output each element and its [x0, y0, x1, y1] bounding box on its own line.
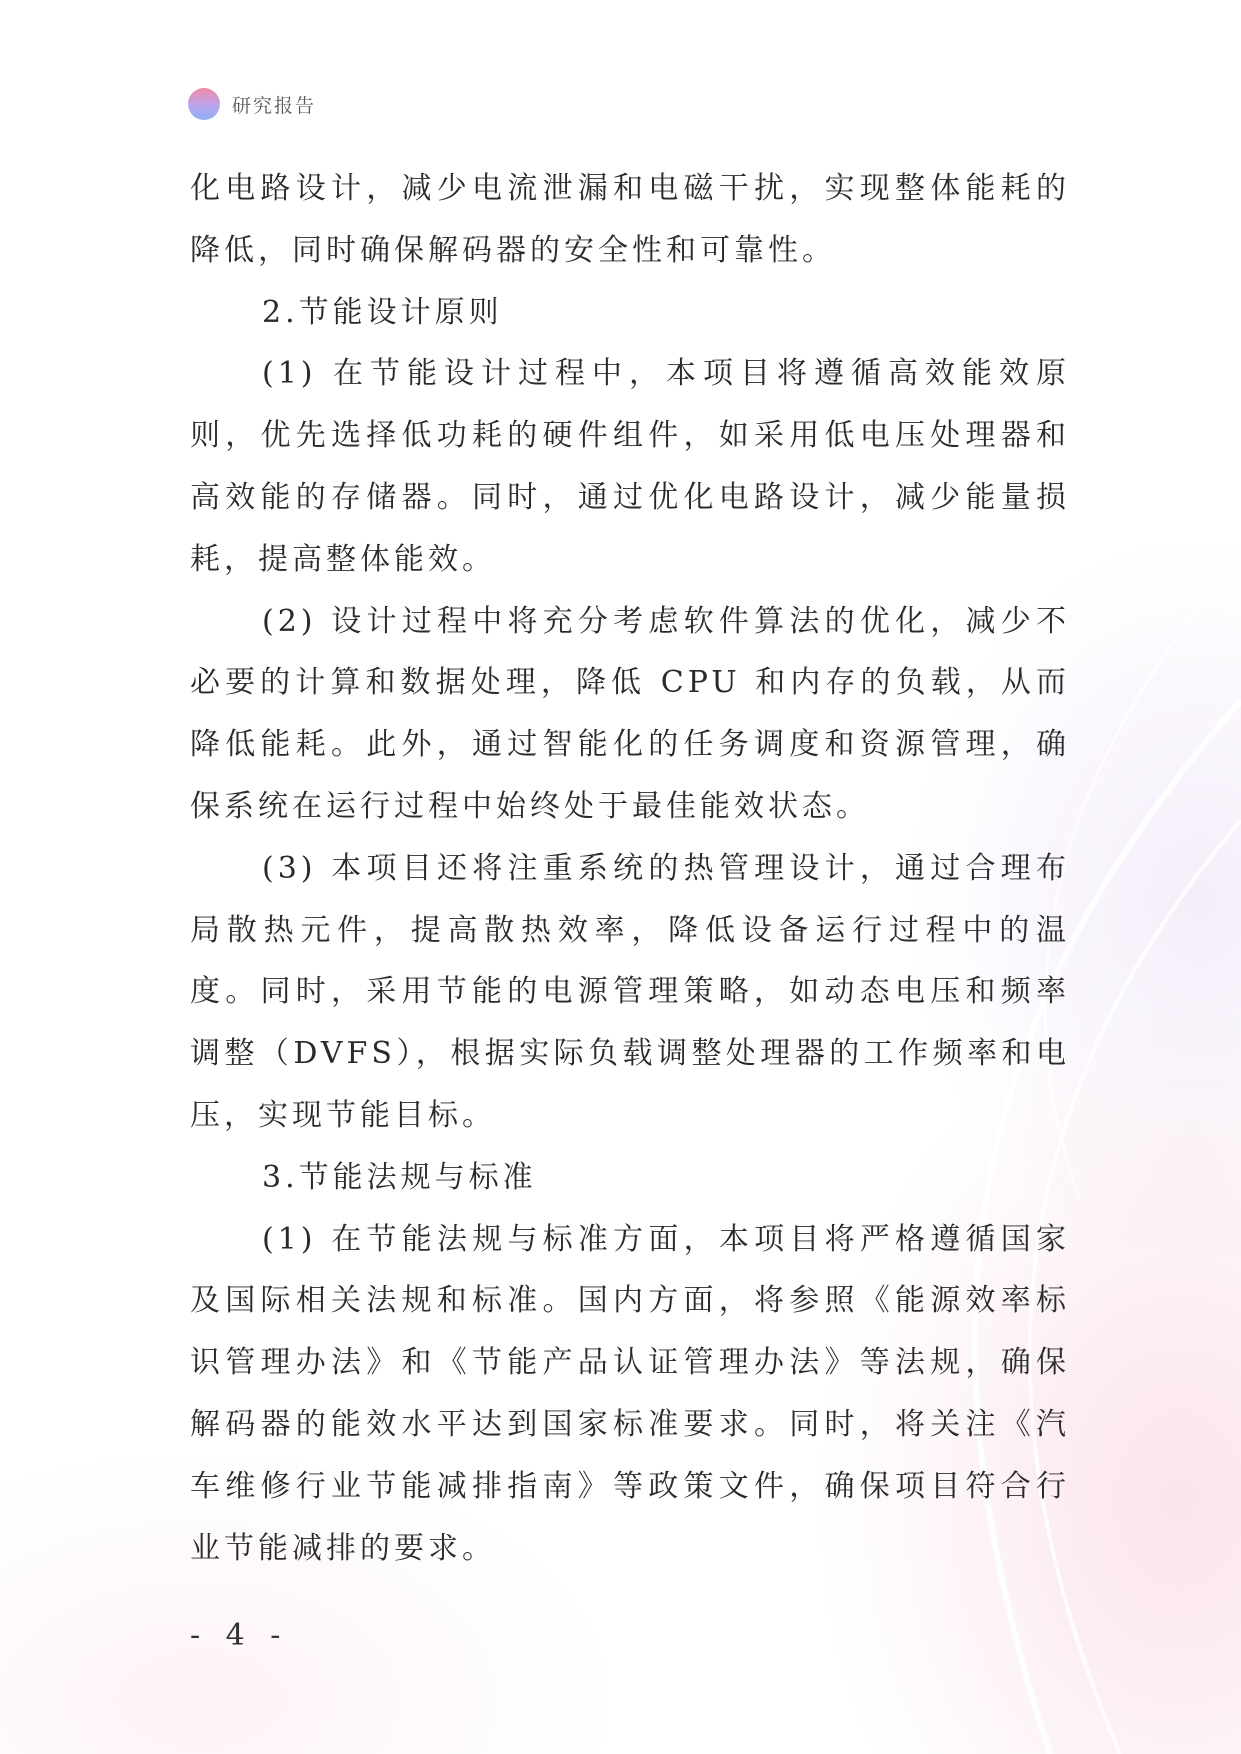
paragraph: (2) 设计过程中将充分考虑软件算法的优化，减少不必要的计算和数据处理，降低 CPU 和内存的负载，从而降低能耗。此外，通过智能化的任务调度和资源管理，确保系统在运行过程中始终处于最佳能效状态。 [190, 603, 1070, 824]
paragraph: (1) 在节能法规与标准方面，本项目将严格遵循国家及国际相关法规和标准。国内方面，将参照《能源效率标识管理办法》和《节能产品认证管理办法》等法规，确保解码器的能效水平达到国家标准要求。同时，将关注《汽车维修行业节能减排指南》等政策文件，确保项目符合行业节能减排的要求。 [190, 1221, 1070, 1566]
section-heading: 3.节能法规与标准 [262, 1159, 537, 1195]
paragraph: (1) 在节能设计过程中，本项目将遵循高效能效原则，优先选择低功耗的硬件组件，如采用低电压处理器和高效能的存储器。同时，通过优化电路设计，减少能量损耗，提高整体能效。 [190, 356, 1070, 577]
page-number: - 4 - [190, 1618, 289, 1653]
paragraph-continued: 化电路设计，减少电流泄漏和电磁干扰，实现整体能耗的降低，同时确保解码器的安全性和可靠性。 [190, 171, 1070, 268]
paragraph: (3) 本项目还将注重系统的热管理设计，通过合理布局散热元件，提高散热效率，降低设备运行过程中的温度。同时，采用节能的电源管理策略，如动态电压和频率调整（DVFS），根据实际负载调整处理器的工作频率和电压，实现节能目标。 [190, 850, 1070, 1133]
document-body [190, 158, 1070, 1579]
section-heading: 2.节能设计原则 [262, 294, 503, 330]
report-header [188, 88, 316, 120]
header-title: 研究报告 [232, 94, 317, 117]
logo-circle-icon [188, 88, 220, 120]
